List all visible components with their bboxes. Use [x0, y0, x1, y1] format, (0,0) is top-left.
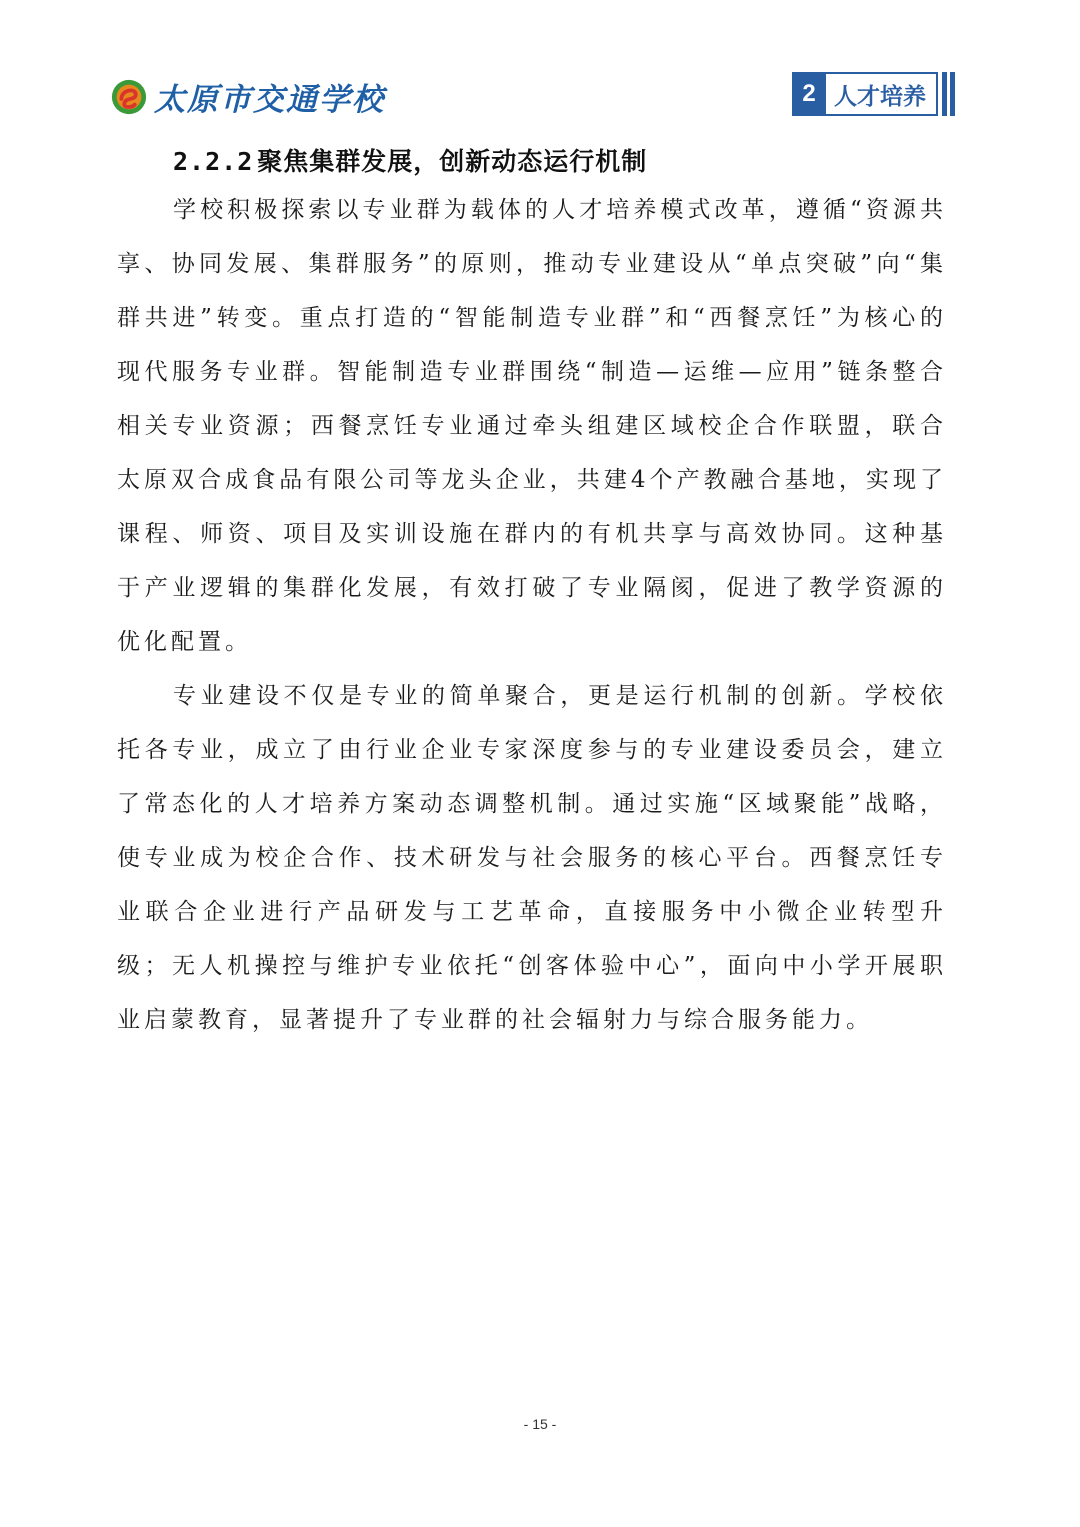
- section-tag-label: 人才培养: [826, 72, 938, 116]
- section-heading: [173, 142, 647, 178]
- section-heading-title: 聚焦集群发展，创新动态运行机制: [257, 147, 648, 176]
- section-tag: [792, 72, 955, 116]
- section-tag-bar: [950, 72, 955, 116]
- page-number: - 15 -: [523, 1416, 557, 1432]
- paragraph: 学校积极探索以专业群为载体的人才培养模式改革，遵循“资源共享、协同发展、集群服务”的原则，推动专业建设从“单点突破”向“集群共进”转变。重点打造的“智能制造专业群”和“西餐烹饪”为核心的现代服务专业群。智能制造专业群围绕“制造—运维—应用”链条整合相关专业资源；西餐烹饪专业通过牵头组建区域校企合作联盟，联合太原双合成食品有限公司等龙头企业，共建4个产教融合基地，实现了课程、师资、项目及实训设施在群内的有机共享与高效协同。这种基于产业逻辑的集群化发展，有效打破了专业隔阂，促进了教学资源的优化配置。: [117, 197, 947, 655]
- school-logo: [110, 74, 385, 119]
- section-heading-number: 2.2.2: [173, 147, 254, 176]
- section-tag-bar: [942, 72, 947, 116]
- section-tag-number: 2: [792, 72, 826, 116]
- page-header: [110, 68, 955, 124]
- body-text: [117, 183, 947, 1047]
- school-emblem-icon: [110, 78, 148, 116]
- paragraph: 专业建设不仅是专业的简单聚合，更是运行机制的创新。学校依托各专业，成立了由行业企业专家深度参与的专业建设委员会，建立了常态化的人才培养方案动态调整机制。通过实施“区域聚能”战略，使专业成为校企合作、技术研发与社会服务的核心平台。西餐烹饪专业联合企业进行产品研发与工艺革命，直接服务中小微企业转型升级；无人机操控与维护专业依托“创客体验中心”，面向中小学开展职业启蒙教育，显著提升了专业群的社会辐射力与综合服务能力。: [117, 683, 947, 1033]
- school-name: 太原市交通学校: [154, 82, 385, 118]
